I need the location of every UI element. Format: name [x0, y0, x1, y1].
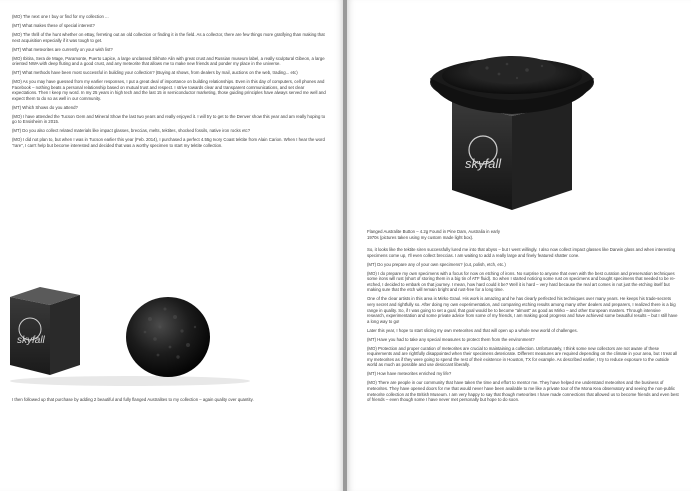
paragraph: (MO) I have attended the Tucson Gem and Mineral Show the last two years and really enjoyed it. I will try to get to the Denver show this year and am really hoping to go to Ensisheim in 2015.: [12, 113, 326, 125]
paragraph: Later this year, I hope to start slicing my own meteorites and that will open up a whole new world of challenges.: [367, 327, 578, 333]
tektite-on-cube-photo: [10, 257, 260, 387]
paragraph: (MT) Do you prepare any of your own specimens? (cut, polish, etch, etc.): [367, 261, 506, 267]
paragraph: (MT) How have meteorites enriched my life?: [367, 371, 452, 377]
paragraph: (MO) I did not plan to, but when I was in Tucson earlier this year (Feb. 2014), I purchased a perfect 4.55g Ivory Coast tektite from Alain Carion. When I hear the word "rare", I can't help but become interested and decided that was a worthy specimen to start my tektite collection.: [12, 137, 325, 148]
australite-bowl-photo: [417, 40, 617, 218]
paragraph: (MO) There are people in our community that have taken the time and effort to mentor me. They have helped me understand meteorites and the business of meteorites. They have opened doors for me that would never have been available to me like a private tour of the Mona Kea observatory and seeing the non-public meteorite collection at the British Museum. I am very happy to say that though meteorites I have made connections that allowed us to become friends and even best of friends – even though some I have never met personally but hope to do soon.: [367, 380, 679, 403]
paragraph: (MT) What makes these of special interest?: [12, 22, 95, 28]
paragraph: (MT) Have you had to take any special measures to protect them from the environment?: [367, 336, 535, 342]
right-photo-caption: [367, 229, 667, 240]
logo-text: skyfall: [17, 335, 45, 346]
left-caption: I then followed up that purchase by adding 2 beautiful and fully flanged Australites to my collection – again quality over quantity.: [12, 397, 254, 402]
caption-line: 1970s (pictures taken using my custom made light box).: [367, 234, 474, 240]
paragraph: (MT) Do you also collect related materials like impact glasses, breccias, melts, tektites, shocked fossils, native iron rocks etc?: [12, 128, 251, 134]
right-page: [347, 0, 691, 491]
right-article-text: [367, 247, 679, 406]
paragraph: (MT) What methods have been most successful in building your collection? (Buying at shows, from dealers by mail, auctions on the web, trading... etc): [12, 70, 298, 76]
paragraph: (MO) I do prepare my own specimens with a focus for now on etching of irons. No surprise to anyone that even with the best curation and preservation techniques some irons will rust (short of storing them in a big tin of ATF fluid). So when I started noticing some rust on specimens and bought specimens that needed to be re-etched, I decided to embark on that journey. I mean, how hard could it be? Well it is hard – very hard because the real art comes in not just the etching itself but making sure that the etch will remain bright and rust-free for a long time.: [367, 270, 676, 293]
paragraph: (MO) The thrill of the hunt whether on eBay, ferreting out an old collection or finding it in the field. As a collector, there are few things more gratifying than making that next acquisition especially if it was tough to get.: [12, 31, 325, 43]
paragraph: (MT) What meteorites are currently on your wish list?: [12, 46, 113, 52]
paragraph: (MT) Which Shows do you attend?: [12, 104, 78, 110]
paragraph: So, it looks like the tektite siren successfully lured me into that abyss – but I went willingly. I also now collect impact glasses like Darwin glass and when interesting specimens come up, I'll even collect breccias. I am waiting to add a really large and finely featured shatter cone.: [367, 247, 676, 258]
caption-line: Flanged Australite Button – 4.2g Found in Pine Dam, Australia in early: [367, 229, 501, 234]
paragraph: (MO) Protection and proper curation of meteorites are crucial to maintaining a collection. Unfortunately, I think some new collectors are not aware of these requirements and are rightfully disappointed when their specimens deteriorate. Different measures are required depending on the climate in your area, but I treat all my meteorites as if they were going to spend the rest of their existence in Houston, TX for example. As described earlier, I try to reduce exposure to the outside world as much as possible and use desiccant liberally.: [367, 345, 678, 368]
left-article-text: [12, 14, 330, 152]
logo-text: skyfall: [465, 156, 502, 171]
left-page: [0, 0, 343, 491]
paragraph: One of the clear artists in this area is Mirko Graul. His work is amazing and he has clearly perfected his techniques over many years. He keeps his trade-secrets very secret and rightfully so. After doing my own experimentation, and comparing etching results among many other dealers and preparers, I realized there is a big range in quality. So, if I was going to set a goal, that goal would be to become "almost" as good as Mirko – and other European masters. Through intensive research, experimentation and some private advice from some of my friends, I am making good progress and have achieved some beautiful results – but I still have a long way to go!: [367, 296, 678, 324]
paragraph: (MO) As you may have guessed from my earlier responses, I put a great deal of importance on building relationships. Even in this day of computers, cell phones and Facebook – nothing beats a personal relationship based on mutual trust and respect. I strive towards clear and transparent communications, and set clear expectations. Then I keep my word. In my 25 years in high tech and the last 15 in semiconductor marketing, those guiding principles have always served me well and expect them to do so as well in our community.: [12, 79, 326, 101]
paragraph: (MO) Ibitira, Sera de Mage, Paramonte, Puerto Lapice, a large unclassed Sikhote Alin with great crust and Russian museum label, a really sculptural Gibeon, a large oriented NWA with deep fluting and a good crust, and any meteorite that allows me to make new friends and ponder my place in the universe.: [12, 55, 325, 67]
paragraph: (MO) The next one I buy or find for my collection ...: [12, 14, 109, 19]
